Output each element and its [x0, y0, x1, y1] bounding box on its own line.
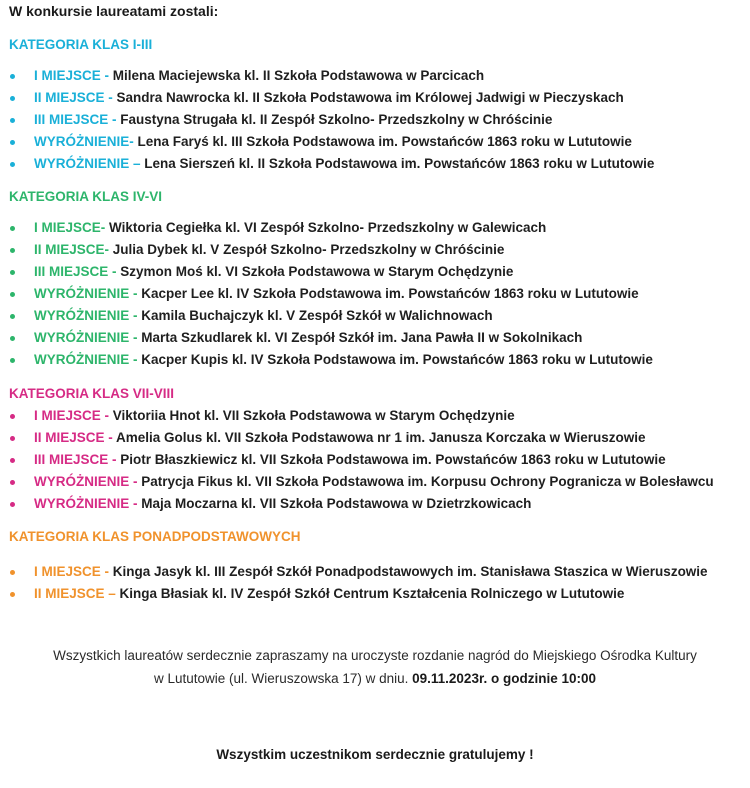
- bullet-icon: [10, 226, 15, 231]
- bullet-icon: [10, 270, 15, 275]
- intro-heading: W konkursie laureatami zostali:: [9, 3, 219, 19]
- bullet-icon: [10, 570, 15, 575]
- category-title-3: KATEGORIA KLAS VII-VIII: [9, 386, 175, 401]
- bullet-icon: [10, 480, 15, 485]
- congratulations-text: Wszystkim uczestnikom serdecznie gratulujemy !: [216, 747, 534, 762]
- bullet-icon: [10, 358, 15, 363]
- category-title-2: KATEGORIA KLAS IV-VI: [9, 189, 163, 204]
- bullet-icon: [10, 74, 15, 79]
- event-date-time: 09.11.2023r. o godzinie 10:00: [412, 671, 596, 686]
- bullet-icon: [10, 96, 15, 101]
- bullet-icon: [10, 502, 15, 507]
- bullet-icon: [10, 248, 15, 253]
- category-title-4: KATEGORIA KLAS PONADPODSTAWOWYCH: [9, 529, 301, 544]
- bullet-icon: [10, 458, 15, 463]
- category-title-1: KATEGORIA KLAS I-III: [9, 37, 153, 52]
- invitation-text: [0, 644, 750, 690]
- bullet-icon: [10, 414, 15, 419]
- bullet-icon: [10, 140, 15, 145]
- bullet-icon: [10, 314, 15, 319]
- bullet-icon: [10, 292, 15, 297]
- bullet-icon: [10, 118, 15, 123]
- bullet-icon: [10, 592, 15, 597]
- bullet-icon: [10, 336, 15, 341]
- bullet-icon: [10, 436, 15, 441]
- invitation-line-2: w Lututowie (ul. Wieruszowska 17) w dniu. 09.11.2023r. o godzinie 10:00: [154, 671, 596, 686]
- bullet-icon: [10, 162, 15, 167]
- invitation-line-1: Wszystkich laureatów serdecznie zapraszamy na uroczyste rozdanie nagród do Miejskiego Ośrodka Kultury: [53, 648, 697, 663]
- document-page: W konkursie laureatami zostali: KATEGORIA KLAS I-III I MIEJSCE - Milena Maciejewska kl. II Szkoła Podstawowa w Parcicach II MIEJSCE - Sandra Nawrocka kl. II Szkoła Podstawowa im Królowej Jadwigi w Pieczyskach III MIEJSCE - Faustyna Strugała kl. II Zespół Szkolno- Przedszkolny w Chróścinie WYRÓŻNIENIE- Lena Faryś kl. III Szkoła Podstawowa im. Powstańców 1863 roku w Lututowie WYRÓŻNIENIE – Lena Sierszeń kl. II Szkoła Podstawowa im. Powstańców 1863 roku w Lututowie KATEGORIA KLAS IV-VI I MIEJSCE- Wiktoria Cegiełka kl. VI Zespół Szkolno- Przedszkolny w Galewicach II MIEJSCE- Julia Dybek kl. V Zespół Szkolno- Przedszkolny w Chróścinie III MIEJSCE - Szymon Moś kl. VI Szkoła Podstawowa w Starym Ochędzynie WYRÓŻNIENIE - Kacper Lee kl. IV Szkoła Podstawowa im. Powstańców 1863 roku w Lututowie WYRÓŻNIENIE - Kamila Buchajczyk kl. V Zespół Szkół w Walichnowach WYRÓŻNIENIE - Marta Szkudlarek kl. VI Zespół Szkół im. Jana Pawła II w Sokolnikach WYRÓŻNIENIE - Kacper Kupis kl. IV Szkoła Podstawowa im. Powstańców 1863 roku w Lututowie KATEGORIA KLAS VII-VIII I MIEJSCE - Viktoriia Hnot kl. VII Szkoła Podstawowa w Starym Ochędzynie II MIEJSCE - Amelia Golus kl. VII Szkoła Podstawowa nr 1 im. Janusza Korczaka w Wieruszowie III MIEJSCE - Piotr Błaszkiewicz kl. VII Szkoła Podstawowa im. Powstańców 1863 roku w Lututowie WYRÓŻNIENIE - Patrycja Fikus kl. VII Szkoła Podstawowa im. Korpusu Ochrony Pogranicza w Bolesławcu WYRÓŻNIENIE - Maja Moczarna kl. VII Szkoła Podstawowa w Dzietrzkowicach KATEGORIA KLAS PONADPODSTAWOWYCH I MIEJSCE - Kinga Jasyk kl. III Zespół Szkół Ponadpodstawowych im. Stanisława Staszica w Wieruszowie II MIEJSCE – Kinga Błasiak kl. IV Zespół Szkół Centrum Kształcenia Rolniczego w Lututowie Wszystkich laureatów serdecznie zapraszamy na uroczyste rozdanie nagród do Miejskiego Ośrodka Kultury w Lututowie (ul. Wieruszowska 17) w dniu. 09.11.2023r. o godzinie 10:00 Wszystkim uczestnikom serdecznie gratulujemy !: [0, 0, 750, 788]
